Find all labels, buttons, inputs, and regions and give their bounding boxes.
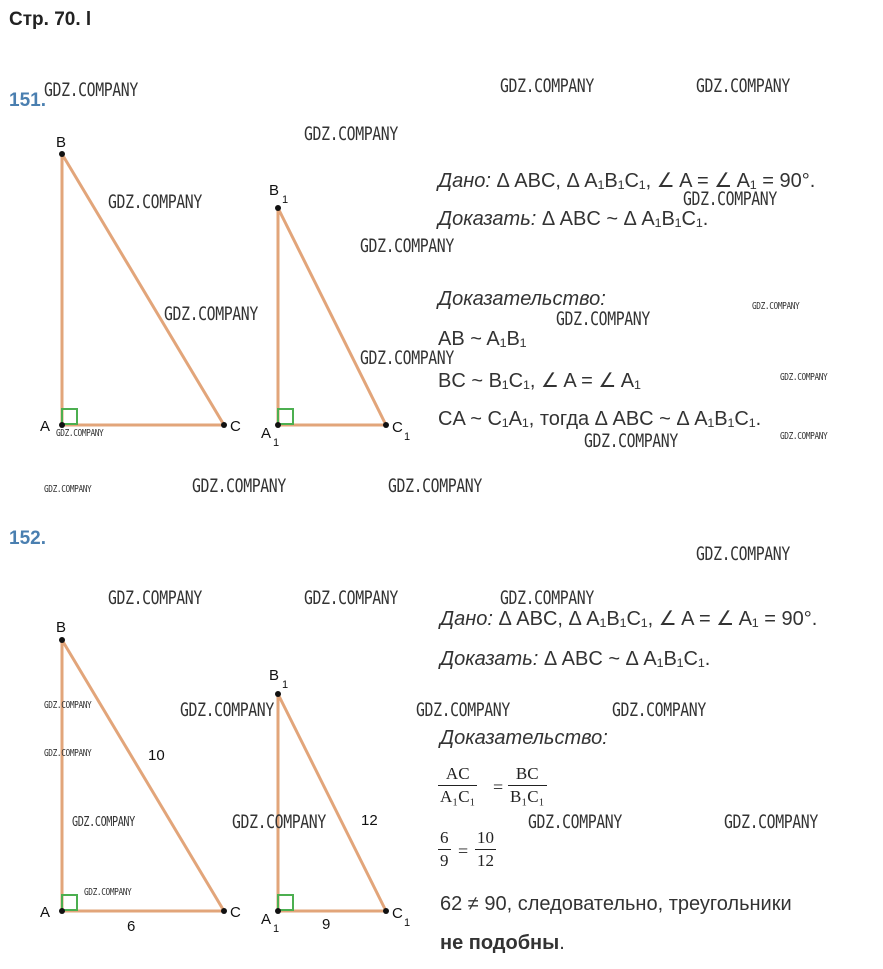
vertex-label-b1: B (269, 667, 280, 684)
fraction-bc-b1c1 (508, 764, 547, 807)
watermark-small: GDZ.COMPANY (56, 428, 104, 439)
vertex-label-c: C (230, 418, 241, 435)
conclusion-end: . (559, 932, 565, 954)
watermark: GDZ.COMPANY (416, 699, 510, 721)
fraction-6-9 (438, 828, 451, 871)
watermark: GDZ.COMPANY (584, 430, 678, 452)
watermark-small: GDZ.COMPANY (44, 700, 92, 711)
fraction-denominator: B₁C₁ (510, 787, 545, 806)
watermark-small: GDZ.COMPANY (44, 484, 92, 495)
given-label: Дано: (440, 608, 493, 630)
watermark: GDZ.COMPANY (304, 587, 398, 609)
fraction-10-12 (475, 828, 496, 871)
watermark-small: GDZ.COMPANY (780, 372, 828, 383)
given-text: Δ ABC, Δ A₁B₁C₁, ∠ A = ∠ A₁ = 90°. (490, 170, 816, 192)
side-label-ac: 6 (127, 918, 136, 935)
task-152-prove (440, 648, 710, 671)
vertex-label-b: B (56, 134, 67, 151)
watermark-small: GDZ.COMPANY (752, 301, 800, 312)
task-151-prove (438, 208, 708, 231)
vertex-label-a: A (40, 418, 51, 435)
vertex-label-a: A (40, 904, 51, 921)
vertex-label-b1-sub: 1 (282, 194, 289, 206)
triangle-abc-152 (59, 637, 227, 914)
triangle-a1b1c1-152 (275, 691, 389, 914)
fraction-numerator: BC (515, 764, 539, 783)
watermark: GDZ.COMPANY (500, 75, 594, 97)
vertex-label-c1: C (392, 905, 403, 922)
task-151-proof-heading: Доказательство: (438, 288, 606, 310)
watermark: GDZ.COMPANY (180, 699, 274, 721)
vertex-label-a1-sub: 1 (273, 923, 280, 935)
watermark: GDZ.COMPANY (500, 587, 594, 609)
right-angle-mark (62, 895, 77, 910)
watermark: GDZ.COMPANY (304, 123, 398, 145)
side-label-bc: 10 (148, 747, 165, 764)
task-151-number: 151. (9, 90, 46, 111)
watermark-small: GDZ.COMPANY (72, 815, 135, 830)
fraction-numerator: 6 (440, 828, 449, 847)
watermark: GDZ.COMPANY (108, 191, 202, 213)
vertex-label-c1-sub: 1 (404, 917, 411, 929)
watermark-small: GDZ.COMPANY (84, 887, 132, 898)
task-152-given (440, 606, 817, 631)
watermark: GDZ.COMPANY (232, 811, 326, 833)
equals-sign: = (493, 777, 504, 797)
fraction-numerator: 10 (477, 828, 494, 847)
vertex-label-a1: A (261, 911, 272, 928)
vertex-label-b1: B (269, 182, 280, 199)
prove-label: Доказать: (440, 648, 539, 670)
watermark: GDZ.COMPANY (612, 699, 706, 721)
fraction-denominator: A₁C₁ (440, 787, 476, 806)
vertex-label-c: C (230, 904, 241, 921)
watermark: GDZ.COMPANY (360, 347, 454, 369)
watermark-small: GDZ.COMPANY (780, 431, 828, 442)
task-151-proof-line-3: CA ~ C₁A₁, тогда Δ ABC ~ Δ A₁B₁C₁. (438, 408, 762, 430)
conclusion-bold: не подобны (440, 932, 560, 954)
right-angle-mark (278, 409, 293, 424)
watermark: GDZ.COMPANY (696, 75, 790, 97)
watermark: GDZ.COMPANY (388, 475, 482, 497)
side-label-a1c1: 9 (322, 916, 331, 933)
task-152-number: 152. (9, 528, 46, 549)
fraction-ac-a1c1 (438, 764, 477, 807)
watermark: GDZ.COMPANY (108, 587, 202, 609)
given-label: Дано: (438, 170, 491, 192)
side-label-b1c1: 12 (361, 812, 378, 829)
fraction-denominator: 12 (477, 851, 494, 870)
equals-sign: = (458, 841, 469, 861)
watermark: GDZ.COMPANY (360, 235, 454, 257)
task-152-proof-heading: Доказательство: (440, 727, 608, 749)
watermark: GDZ.COMPANY (683, 188, 777, 210)
watermark: GDZ.COMPANY (192, 475, 286, 497)
prove-text: Δ ABC ~ Δ A₁B₁C₁. (536, 208, 709, 230)
watermark: GDZ.COMPANY (528, 811, 622, 833)
vertex-label-c1: C (392, 419, 403, 436)
watermark: GDZ.COMPANY (164, 303, 258, 325)
task-151-proof-line-2: BC ~ B₁C₁, ∠ A = ∠ A₁ (438, 370, 641, 392)
watermark: GDZ.COMPANY (44, 79, 138, 101)
vertex-label-a1-sub: 1 (273, 437, 280, 449)
given-text: Δ ABC, Δ A₁B₁C₁, ∠ A = ∠ A₁ = 90°. (492, 608, 818, 630)
watermark: GDZ.COMPANY (724, 811, 818, 833)
task-151-proof-line-1: AB ~ A₁B₁ (438, 328, 527, 350)
prove-label: Доказать: (438, 208, 537, 230)
fraction-numerator: AC (445, 764, 470, 783)
vertex-label-b1-sub: 1 (282, 679, 289, 691)
prove-text: Δ ABC ~ Δ A₁B₁C₁. (538, 648, 711, 670)
task-152-conclusion-final (440, 932, 565, 955)
watermark-small: GDZ.COMPANY (44, 748, 92, 759)
watermark: GDZ.COMPANY (556, 308, 650, 330)
watermark: GDZ.COMPANY (696, 543, 790, 565)
page-title: Стр. 70. l (9, 9, 92, 30)
right-angle-mark (62, 409, 77, 424)
task-152-conclusion: 62 ≠ 90, следовательно, треугольники (440, 893, 792, 915)
vertex-label-a1: A (261, 425, 272, 442)
right-angle-mark (278, 895, 293, 910)
vertex-label-c1-sub: 1 (404, 431, 411, 443)
fraction-denominator: 9 (440, 851, 449, 870)
vertex-label-b: B (56, 619, 67, 636)
